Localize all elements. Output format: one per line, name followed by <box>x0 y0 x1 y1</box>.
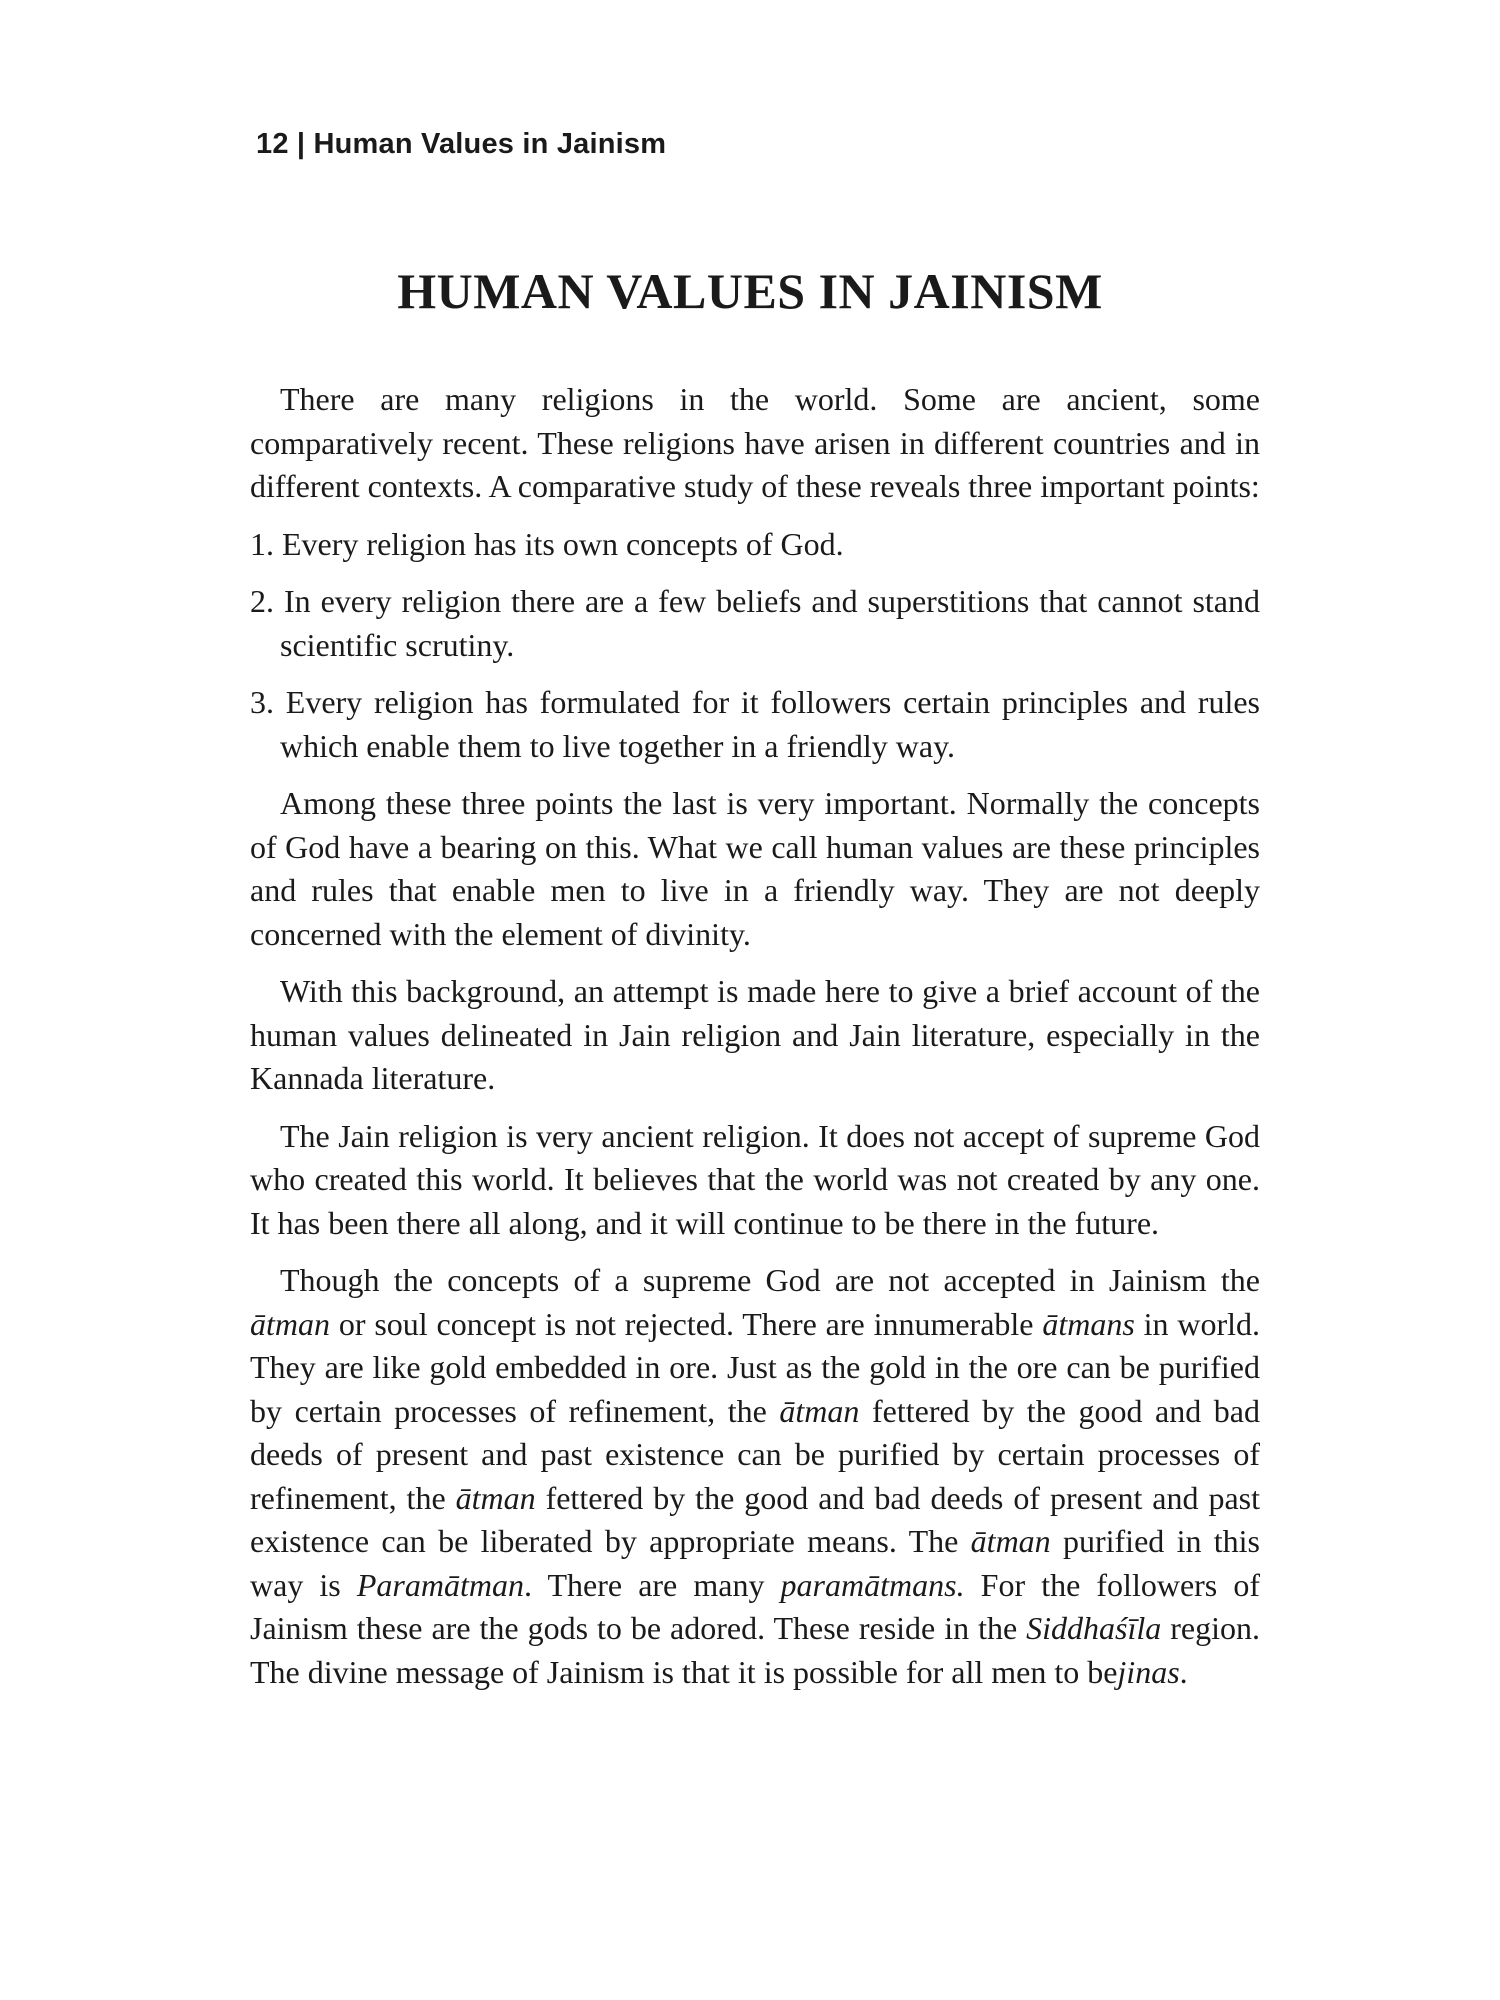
text-run: . <box>1179 1653 1188 1690</box>
running-header: 12 | Human Values in Jainism <box>256 128 667 160</box>
text-run: fettered by the good and bad deeds of present and past existence can be liberated by appropriate means. The <box>250 1479 1261 1559</box>
intro-paragraph: There are many religions in the world. Some are ancient, some comparatively recent. These religions have arisen in different countries and in different contexts. A comparative study of these reveals three important points: <box>250 381 1260 504</box>
text-run: For the followers of Jainism these are the gods to be adored. These reside in the <box>250 1566 1261 1646</box>
atman-paragraph <box>250 1259 1260 1694</box>
italic-term: jinas <box>1117 1653 1180 1690</box>
page-title: HUMAN VALUES IN JAINISM <box>397 263 1103 319</box>
body-text <box>250 378 1260 1708</box>
text-run: fettered by the good and bad deeds of present and past existence can be purified by certain processes of refinement, the <box>250 1392 1261 1516</box>
italic-term: ātmans <box>1042 1305 1135 1342</box>
text-run: in world. They are like gold embedded in ore. Just as the gold in the ore can be purified by certain processes of refinement, the <box>250 1305 1261 1429</box>
list-text: Every religion has its own concepts of God. <box>282 525 844 562</box>
text-run: purified in this way is <box>250 1523 1261 1603</box>
list-text: In every religion there are a few beliefs and superstitions that cannot stand scientific scrutiny. <box>280 583 1261 663</box>
list-number: 1. <box>250 525 274 562</box>
list-number: 3. <box>250 684 274 720</box>
italic-term: ātman <box>455 1479 536 1516</box>
among-paragraph: Among these three points the last is very important. Normally the concepts of God have a bearing on this. What we call human values are these principles and rules that enable men to live in a friendly way. They are not deeply concerned with the element of divinity. <box>250 785 1260 952</box>
italic-term: ātman <box>970 1523 1051 1559</box>
italic-term: Siddhaśīla <box>1026 1610 1162 1646</box>
italic-term: paramātmans. <box>780 1566 965 1603</box>
text-run: . There are many <box>523 1566 781 1603</box>
list-item-1 <box>250 523 1260 567</box>
list-item-3 <box>250 681 1260 768</box>
list-text: Every religion has formulated for it followers certain principles and rules which enable them to live together in a friendly way. <box>280 684 1260 764</box>
list-number: 2. <box>250 583 274 619</box>
list-item-2 <box>250 580 1260 667</box>
italic-term: Paramātman <box>356 1566 524 1603</box>
text-run: region. The divine message of Jainism is that it is possible for all men to be <box>250 1610 1261 1690</box>
text-run: Though the concepts of a supreme God are not accepted in Jainism the <box>280 1262 1260 1298</box>
italic-term: ātman <box>250 1305 330 1342</box>
text-run: or soul concept is not rejected. There are innumerable <box>330 1305 1043 1342</box>
italic-term: ātman <box>779 1392 860 1429</box>
ancient-paragraph: The Jain religion is very ancient religion. It does not accept of supreme God who created this world. It believes that the world was not created by any one. It has been there all along, and it will continue to be there in the future. <box>250 1117 1260 1241</box>
background-paragraph: With this background, an attempt is made here to give a brief account of the human values delineated in Jain religion and Jain literature, especially in the Kannada literature. <box>250 973 1260 1096</box>
